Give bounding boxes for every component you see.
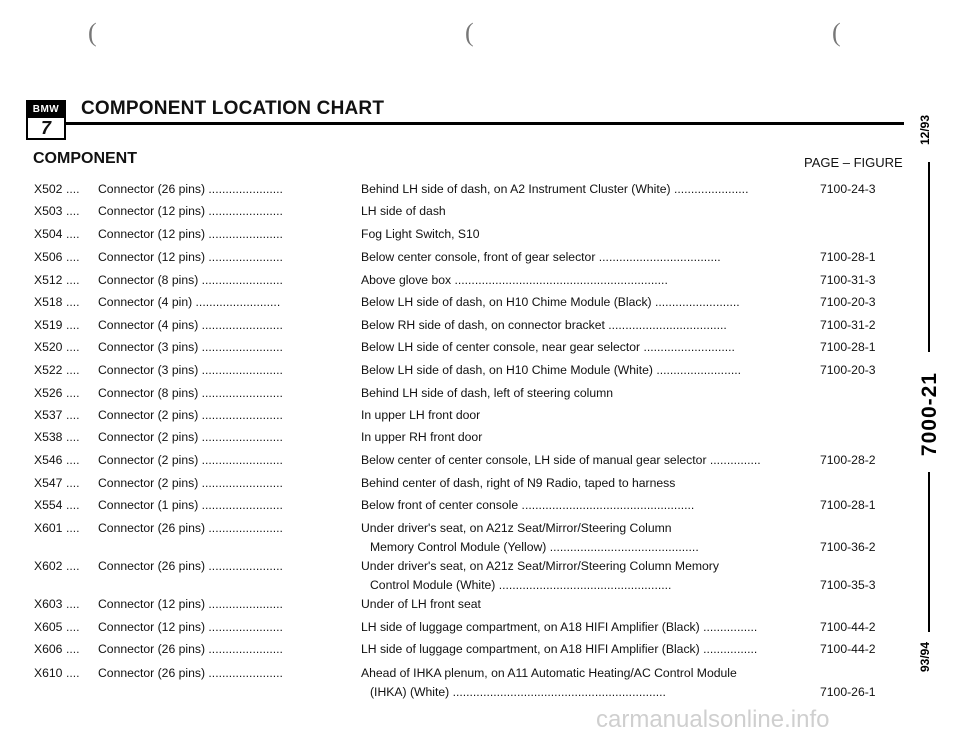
connector-description: Connector (1 pins) ........................ — [98, 498, 283, 512]
connector-description: Connector (26 pins) ...................... — [98, 642, 283, 656]
leader-dots: .... — [66, 476, 80, 490]
component-code: X601 — [34, 521, 63, 535]
component-location: Memory Control Module (Yellow) ............................................ — [370, 540, 699, 554]
component-location: Below LH side of dash, on H10 Chime Module (Black) ......................... — [361, 295, 740, 309]
component-location: Control Module (White) ................................................... — [370, 578, 672, 592]
component-location: Behind LH side of dash, left of steering column — [361, 386, 614, 400]
component-code: X610 — [34, 666, 63, 680]
page-figure-ref: 7100-28-1 — [820, 250, 876, 264]
side-date-top: 12/93 — [918, 115, 932, 146]
connector-description: Connector (12 pins) ...................... — [98, 204, 283, 218]
component-code: X504 — [34, 227, 63, 241]
component-code: X520 — [34, 340, 63, 354]
component-code: X603 — [34, 597, 63, 611]
leader-dots: .... — [66, 340, 80, 354]
connector-description: Connector (12 pins) ...................... — [98, 620, 283, 634]
page-figure-ref: 7100-24-3 — [820, 182, 876, 196]
component-code: X605 — [34, 620, 63, 634]
component-code: X606 — [34, 642, 63, 656]
page-figure-ref: 7100-26-1 — [820, 685, 876, 699]
bmw-logo — [26, 100, 66, 140]
connector-description: Connector (4 pin) ......................... — [98, 295, 281, 309]
punch-mark: ( — [88, 18, 97, 47]
leader-dots: .... — [66, 204, 80, 218]
leader-dots: .... — [66, 295, 80, 309]
page-figure-ref: 7100-28-1 — [820, 498, 876, 512]
page-figure-ref: 7100-44-2 — [820, 620, 876, 634]
connector-description: Connector (2 pins) ........................ — [98, 408, 283, 422]
leader-dots: .... — [66, 666, 80, 680]
component-code: X526 — [34, 386, 63, 400]
column-header-page-figure: PAGE – FIGURE — [804, 155, 903, 170]
connector-description: Connector (12 pins) ...................... — [98, 250, 283, 264]
component-location: Above glove box ............................................................... — [361, 273, 668, 287]
component-code: X602 — [34, 559, 63, 573]
leader-dots: .... — [66, 521, 80, 535]
component-location: Below center console, front of gear selector .................................... — [361, 250, 721, 264]
component-location: LH side of dash — [361, 204, 446, 218]
page-figure-ref: 7100-35-3 — [820, 578, 876, 592]
component-location: (IHKA) (White) ............................................................... — [370, 685, 666, 699]
component-location: Under driver's seat, on A21z Seat/Mirror/Steering Column Memory — [361, 559, 719, 573]
page-figure-ref: 7100-44-2 — [820, 642, 876, 656]
leader-dots: .... — [66, 453, 80, 467]
side-rule — [928, 472, 930, 632]
component-code: X506 — [34, 250, 63, 264]
component-location: Below center of center console, LH side of manual gear selector ............... — [361, 453, 761, 467]
column-header-component: COMPONENT — [33, 150, 137, 167]
leader-dots: .... — [66, 620, 80, 634]
component-location: LH side of luggage compartment, on A18 HIFI Amplifier (Black) ................ — [361, 642, 758, 656]
component-location: Below LH side of center console, near gear selector ........................... — [361, 340, 735, 354]
logo-series-number: 7 — [40, 118, 51, 138]
connector-description: Connector (8 pins) ........................ — [98, 273, 283, 287]
side-date-bottom: 93/94 — [918, 642, 932, 673]
title-rule — [66, 122, 904, 125]
punch-mark: ( — [832, 18, 841, 47]
leader-dots: .... — [66, 559, 80, 573]
component-code: X537 — [34, 408, 63, 422]
side-page-number: 7000-21 — [918, 372, 941, 457]
leader-dots: .... — [66, 498, 80, 512]
side-rule — [928, 162, 930, 352]
component-code: X518 — [34, 295, 63, 309]
leader-dots: .... — [66, 227, 80, 241]
component-location: In upper RH front door — [361, 430, 483, 444]
leader-dots: .... — [66, 273, 80, 287]
logo-brand: BMW — [28, 102, 64, 118]
page-figure-ref: 7100-31-2 — [820, 318, 876, 332]
leader-dots: .... — [66, 363, 80, 377]
component-code: X538 — [34, 430, 63, 444]
component-location: Under of LH front seat — [361, 597, 481, 611]
component-code: X503 — [34, 204, 63, 218]
component-location: Behind LH side of dash, on A2 Instrument Cluster (White) ...................... — [361, 182, 749, 196]
leader-dots: .... — [66, 430, 80, 444]
component-code: X554 — [34, 498, 63, 512]
connector-description: Connector (8 pins) ........................ — [98, 386, 283, 400]
leader-dots: .... — [66, 408, 80, 422]
connector-description: Connector (2 pins) ........................ — [98, 430, 283, 444]
component-code: X519 — [34, 318, 63, 332]
connector-description: Connector (3 pins) ........................ — [98, 363, 283, 377]
page-figure-ref: 7100-36-2 — [820, 540, 876, 554]
leader-dots: .... — [66, 318, 80, 332]
component-location: Fog Light Switch, S10 — [361, 227, 480, 241]
leader-dots: .... — [66, 642, 80, 656]
connector-description: Connector (3 pins) ........................ — [98, 340, 283, 354]
page-figure-ref: 7100-31-3 — [820, 273, 876, 287]
component-code: X512 — [34, 273, 63, 287]
connector-description: Connector (26 pins) ...................... — [98, 521, 283, 535]
leader-dots: .... — [66, 386, 80, 400]
component-location: LH side of luggage compartment, on A18 HIFI Amplifier (Black) ................ — [361, 620, 758, 634]
page-figure-ref: 7100-20-3 — [820, 295, 876, 309]
leader-dots: .... — [66, 250, 80, 264]
component-code: X547 — [34, 476, 63, 490]
component-code: X546 — [34, 453, 63, 467]
connector-description: Connector (12 pins) ...................... — [98, 227, 283, 241]
component-location: Behind center of dash, right of N9 Radio, taped to harness — [361, 476, 676, 490]
component-location: Under driver's seat, on A21z Seat/Mirror/Steering Column — [361, 521, 672, 535]
connector-description: Connector (2 pins) ........................ — [98, 476, 283, 490]
punch-mark: ( — [465, 18, 474, 47]
watermark: carmanualsonline.info — [596, 706, 830, 733]
leader-dots: .... — [66, 597, 80, 611]
page-figure-ref: 7100-28-1 — [820, 340, 876, 354]
page-title: COMPONENT LOCATION CHART — [81, 98, 385, 119]
component-location: In upper LH front door — [361, 408, 481, 422]
component-location: Ahead of IHKA plenum, on A11 Automatic Heating/AC Control Module — [361, 666, 737, 680]
connector-description: Connector (26 pins) ...................... — [98, 559, 283, 573]
connector-description: Connector (12 pins) ...................... — [98, 597, 283, 611]
page-figure-ref: 7100-20-3 — [820, 363, 876, 377]
side-margin — [918, 100, 940, 700]
component-location: Below front of center console ................................................... — [361, 498, 695, 512]
component-code: X522 — [34, 363, 63, 377]
page-figure-ref: 7100-28-2 — [820, 453, 876, 467]
component-location: Below RH side of dash, on connector bracket ................................... — [361, 318, 727, 332]
connector-description: Connector (2 pins) ........................ — [98, 453, 283, 467]
connector-description: Connector (4 pins) ........................ — [98, 318, 283, 332]
connector-description: Connector (26 pins) ...................... — [98, 182, 283, 196]
leader-dots: .... — [66, 182, 80, 196]
component-location: Below LH side of dash, on H10 Chime Module (White) ......................... — [361, 363, 741, 377]
connector-description: Connector (26 pins) ...................... — [98, 666, 283, 680]
component-code: X502 — [34, 182, 63, 196]
